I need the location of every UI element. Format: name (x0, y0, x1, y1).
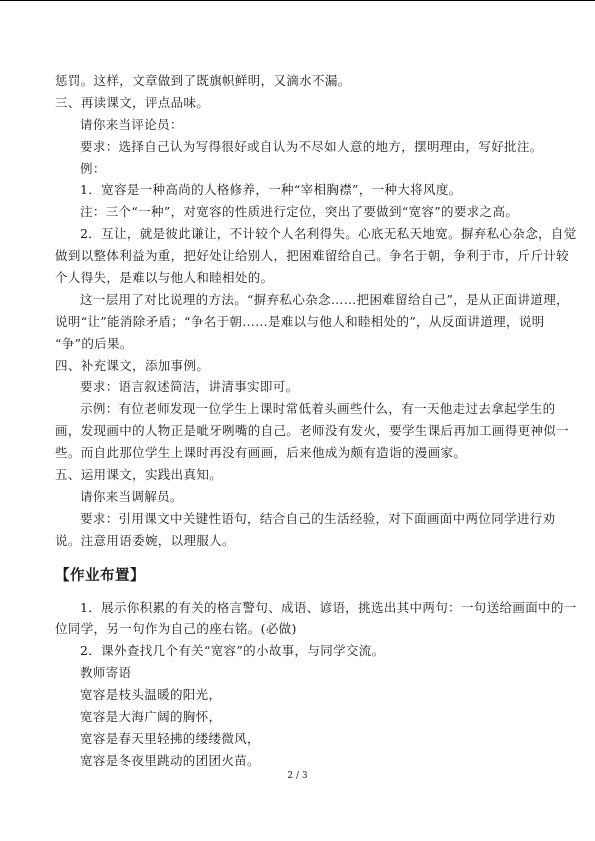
text-line: 位同学，另一句作为自己的座右铭。(必做) (55, 621, 297, 637)
section-heading: 【作业布置】 (55, 567, 145, 584)
text-line: 1．宽容是一种高尚的人格修养，一种“宰相胸襟”，一种大将风度。 (80, 182, 462, 198)
text-line: 1．展示你积累的有关的格言警句、成语、谚语，挑选出其中两句：一句送给画面中的一 (80, 599, 577, 615)
text-line: 说明“让”能消除矛盾；“争名于朝……是难以与他人和睦相处的”，从反面讲道理，说明 (55, 313, 545, 329)
text-line: 些。而自此那位学生上课时再没有画画，后来他成为颇有造诣的漫画家。 (55, 445, 467, 461)
text-line: 三、再读课文，评点品味。 (55, 94, 210, 110)
text-line: 宽容是枝头温暖的阳光， (80, 687, 222, 703)
text-line: 2．课外查找几个有关“宽容”的小故事，与同学交流。 (80, 643, 385, 659)
text-line: “争”的后果。 (55, 335, 133, 351)
text-line: 要求：语言叙述简洁，讲清事实即可。 (80, 379, 299, 395)
text-line: 四、补充课文，添加事例。 (55, 357, 210, 373)
top-rule (0, 0, 595, 1)
text-line: 惩罚。这样，文章做到了既旗帜鲜明，又滴水不漏。 (55, 73, 351, 88)
text-line: 注：三个“一种”，对宽容的性质进行定位，突出了要做到“宽容”的要求之高。 (80, 204, 519, 220)
text-line: 例： (80, 160, 106, 176)
text-line: 做到以整体利益为重，把好处让给别人，把困难留给自己。争名于朝，争利于市，斤斤计较 (55, 248, 570, 264)
text-line: 画，发现画中的人物正是呲牙咧嘴的自己。老师没有发火，要学生课后再加工画得更神似一 (55, 423, 570, 439)
text-line: 这一层用了对比说理的方法。“摒弃私心杂念……把困难留给自己”，是从正面讲道理， (80, 291, 569, 307)
text-line: 请你来当评论员： (80, 116, 183, 132)
paragraphs-after-heading (55, 597, 577, 772)
text-line: 宽容是冬夜里跳动的团团火苗。 (80, 752, 260, 768)
text-line: 个人得失，是难以与他人和睦相处的。 (55, 270, 274, 286)
spacer (55, 552, 545, 558)
page-body (55, 70, 577, 772)
text-line: 2．互让，就是彼此谦让，不计较个人名利得失。心底无私天地宽。摒弃私心杂念，自觉 (80, 226, 577, 242)
text-line: 五、运用课文，实践出真知。 (55, 467, 223, 483)
text-line: 宽容是春天里轻拂的缕缕微风， (80, 730, 260, 746)
text-line: 要求：选择自己认为写得很好或自认为不尽如人意的地方，摆明理由，写好批注。 (80, 138, 543, 154)
text-line: 宽容是大海广阔的胸怀， (80, 709, 222, 725)
text-line: 教师寄语 (80, 665, 132, 681)
text-line: 示例：有位老师发现一位学生上课时常低着头画些什么，有一天他走过去拿起学生的 (80, 401, 556, 417)
text-line: 要求：引用课文中关键性语句，结合自己的生活经验，对下面画面中两位同学进行劝 (80, 510, 556, 526)
page-number: 2 / 3 (287, 771, 308, 781)
text-line: 请你来当调解员。 (80, 488, 183, 504)
paragraphs-before-heading (55, 70, 577, 552)
text-line: 说。注意用语委婉，以理服人。 (55, 532, 235, 548)
